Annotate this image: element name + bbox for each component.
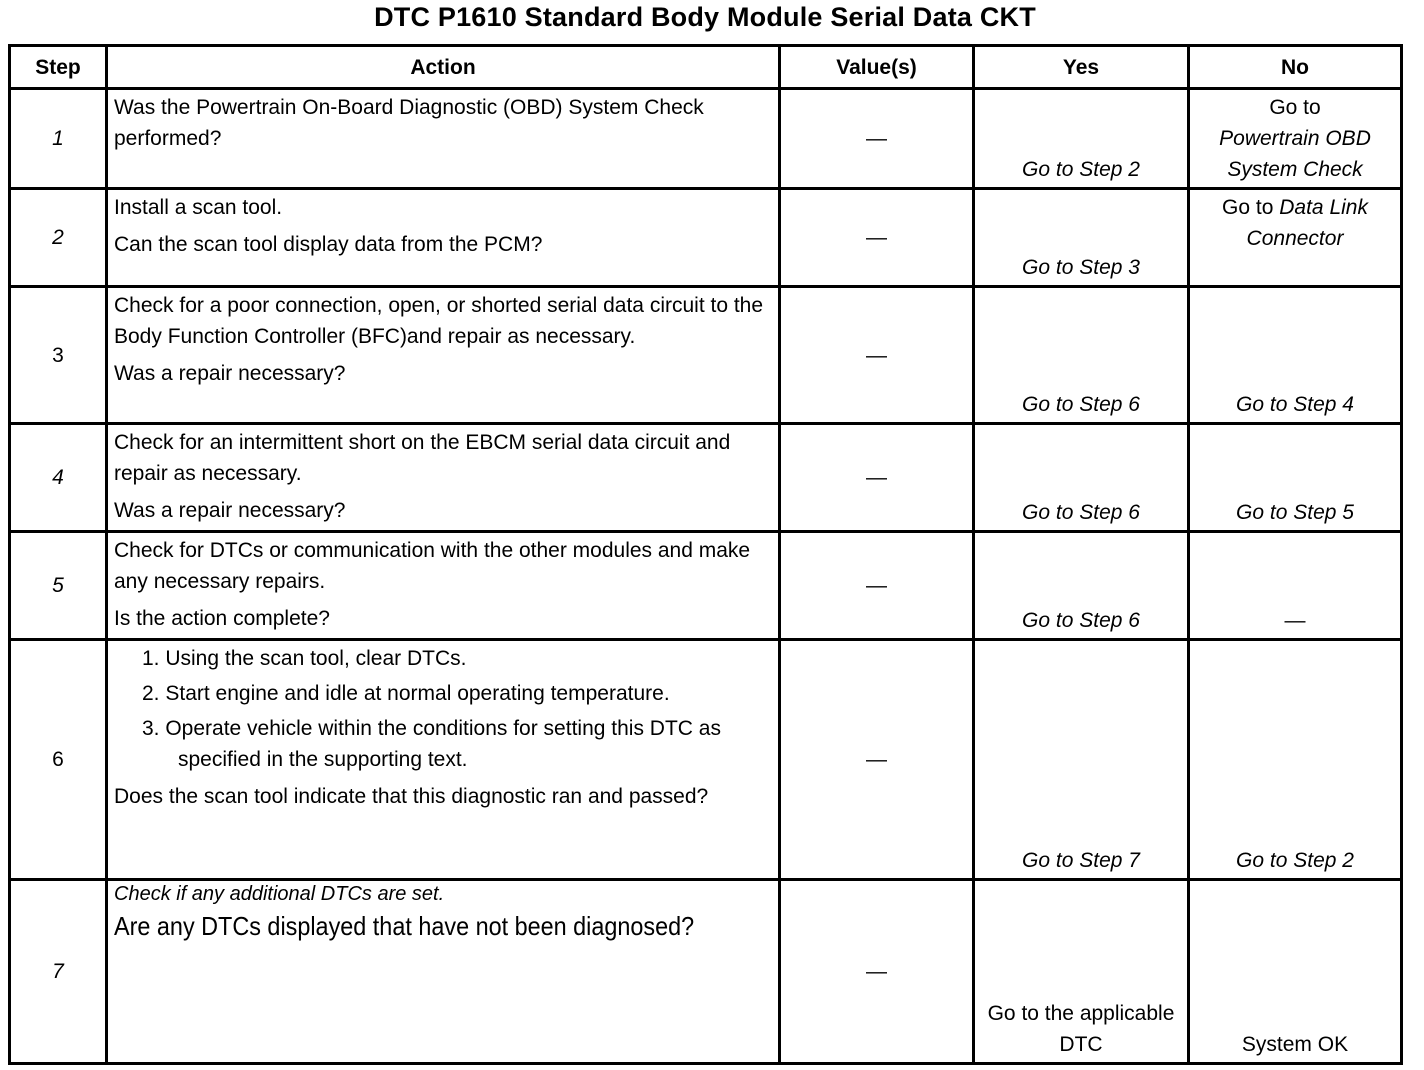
no-link[interactable]: Go to Step 2: [1236, 849, 1354, 872]
action-cell: [107, 532, 780, 640]
no-cell: [1189, 532, 1402, 640]
action-text: Check for an intermittent short on the EBCM serial data circuit and repair as necessary.: [114, 431, 731, 485]
step-number: 1: [10, 89, 107, 189]
yes-cell: [974, 424, 1189, 532]
action-question: Can the scan tool display data from the PCM?: [114, 233, 543, 256]
action-question: Was a repair necessary?: [114, 362, 346, 385]
yes-link[interactable]: Go to Step 7: [1022, 849, 1140, 872]
table-row: [10, 880, 1402, 1064]
action-question: Was a repair necessary?: [114, 499, 346, 522]
action-text: Install a scan tool.: [114, 196, 283, 219]
step-number: 3: [10, 287, 107, 424]
action-cell: [107, 424, 780, 532]
no-link[interactable]: Powertrain OBD System Check: [1219, 127, 1371, 181]
no-cell: [1189, 189, 1402, 287]
no-cell: [1189, 424, 1402, 532]
yes-link[interactable]: Go to Step 2: [1022, 158, 1140, 181]
no-cell: [1189, 640, 1402, 880]
no-value: System OK: [1241, 1033, 1349, 1056]
table-row: [10, 424, 1402, 532]
action-cell: [107, 287, 780, 424]
table-row: [10, 89, 1402, 189]
value-cell: —: [780, 189, 974, 287]
no-link[interactable]: Go to Step 4: [1236, 393, 1354, 416]
action-question: Does the scan tool indicate that this diagnostic ran and passed?: [114, 785, 709, 808]
header-yes: Yes: [974, 46, 1189, 89]
value-cell: —: [780, 424, 974, 532]
yes-cell: [974, 89, 1189, 189]
value-cell: —: [780, 880, 974, 1064]
action-text: Check for a poor connection, open, or shorted serial data circuit to the Body Function Controller (BFC)and repair as necessary.: [114, 294, 764, 348]
action-cell: [107, 189, 780, 287]
header-values: Value(s): [780, 46, 974, 89]
table-row: [10, 532, 1402, 640]
step-number: 7: [10, 880, 107, 1064]
yes-cell: [974, 640, 1189, 880]
yes-link[interactable]: Go to Step 6: [1022, 609, 1140, 632]
no-cell: [1189, 89, 1402, 189]
yes-cell: [974, 287, 1189, 424]
action-question: Are any DTCs displayed that have not been diagnosed?: [114, 911, 695, 941]
action-text: Check if any additional DTCs are set.: [114, 883, 445, 905]
action-cell: [107, 89, 780, 189]
table-row: [10, 189, 1402, 287]
header-action: Action: [107, 46, 780, 89]
yes-link[interactable]: Go to Step 3: [1022, 256, 1140, 279]
yes-link[interactable]: Go to the applicable DTC: [987, 1002, 1175, 1056]
yes-link[interactable]: Go to Step 6: [1022, 393, 1140, 416]
action-steps-list: [114, 643, 772, 775]
list-item: 2. Start engine and idle at normal operating temperature.: [142, 682, 670, 705]
table-row: [10, 640, 1402, 880]
diagnostic-table: [8, 44, 1403, 1065]
yes-cell: [974, 880, 1189, 1064]
no-prefix: Go to: [1269, 96, 1321, 119]
no-link[interactable]: Go to Step 5: [1236, 501, 1354, 524]
value-cell: —: [780, 89, 974, 189]
table-row: [10, 287, 1402, 424]
yes-cell: [974, 189, 1189, 287]
page-title: DTC P1610 Standard Body Module Serial Data CKT: [374, 2, 1036, 32]
action-question: Is the action complete?: [114, 607, 330, 630]
header-no: No: [1189, 46, 1402, 89]
list-item: 1. Using the scan tool, clear DTCs.: [142, 647, 467, 670]
step-number: 5: [10, 532, 107, 640]
yes-link[interactable]: Go to Step 6: [1022, 501, 1140, 524]
action-text: Was the Powertrain On-Board Diagnostic (OBD) System Check performed?: [114, 96, 704, 150]
action-cell: [107, 640, 780, 880]
value-cell: —: [780, 287, 974, 424]
action-cell: [107, 880, 780, 1064]
yes-cell: [974, 532, 1189, 640]
no-value: —: [1284, 609, 1306, 632]
action-text: Check for DTCs or communication with the other modules and make any necessary repairs.: [114, 539, 751, 593]
no-cell: [1189, 287, 1402, 424]
header-row: [10, 46, 1402, 89]
list-item: 3. Operate vehicle within the conditions for setting this DTC as specified in the supporting text.: [142, 717, 721, 771]
step-number: 6: [10, 640, 107, 880]
value-cell: —: [780, 532, 974, 640]
no-prefix: Go to: [1222, 196, 1274, 219]
header-step: Step: [10, 46, 107, 89]
value-cell: —: [780, 640, 974, 880]
no-cell: [1189, 880, 1402, 1064]
no-link[interactable]: Data Link Connector: [1246, 196, 1368, 250]
step-number: 4: [10, 424, 107, 532]
step-number: 2: [10, 189, 107, 287]
